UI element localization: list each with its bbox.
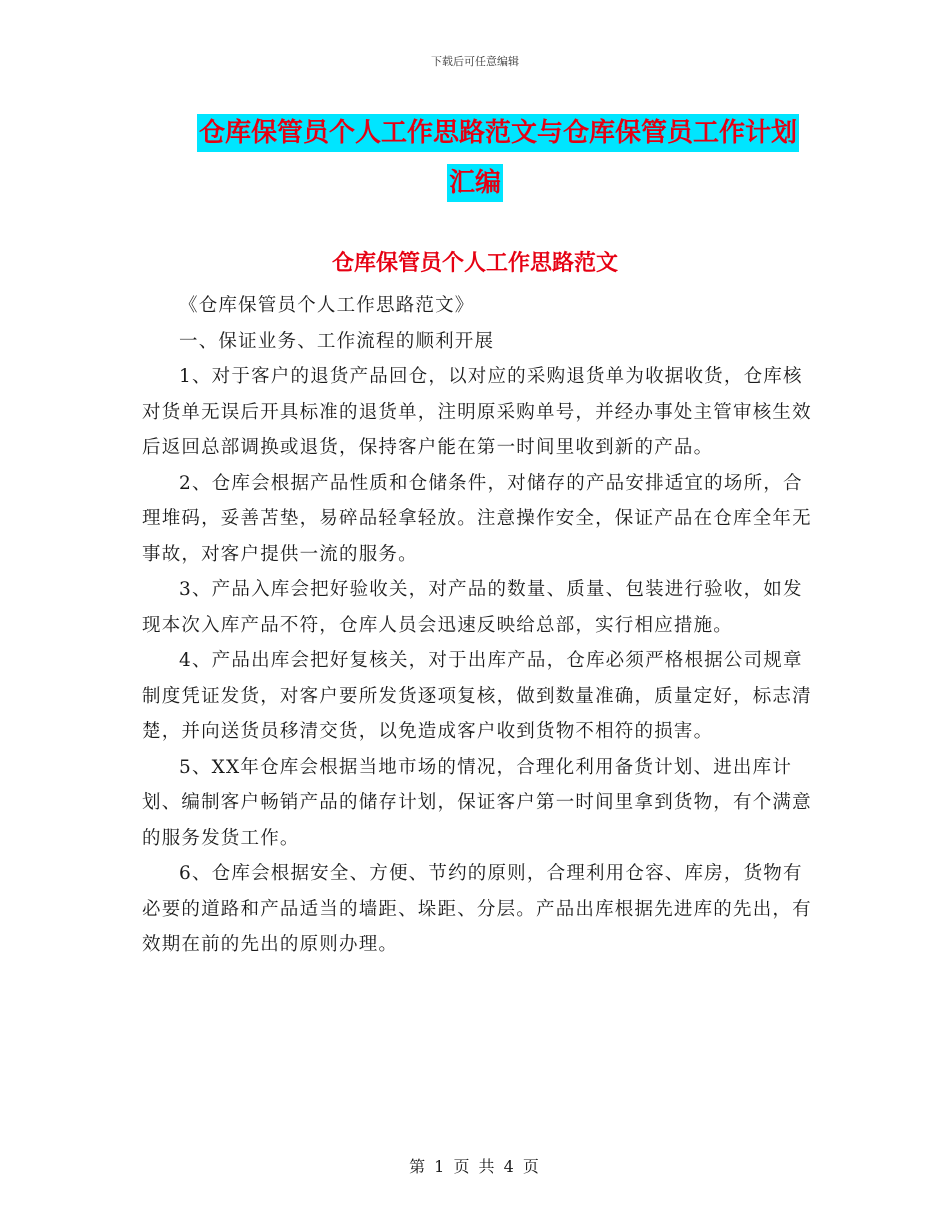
paragraph: 2、仓库会根据产品性质和仓储条件，对储存的产品安排适宜的场所，合理堆码，妥善苫垫，易碎品轻拿轻放。注意操作安全，保证产品在仓库全年无事故，对客户提供一流的服务。 [142, 472, 812, 565]
paragraph: 4、产品出库会把好复核关，对于出库产品，仓库必须严格根据公司规章制度凭证发货，对客户要所发货逐项复核，做到数量准确，质量定好，标志清楚，并向送货员移清交货，以免造成客户收到货物不相符的损害。 [142, 650, 812, 742]
page-footer: 第 1 页 共 4 页 [409, 1157, 541, 1176]
paragraph: 1、对于客户的退货产品回仓，以对应的采购退货单为收据收货，仓库核对货单无误后开具标准的退货单，注明原采购单号，并经办事处主管审核生效后返回总部调换或退货，保持客户能在第一时间里收到新的产品。 [142, 366, 812, 458]
document-title [0, 108, 950, 208]
paragraph: 6、仓库会根据安全、方便、节约的原则，合理利用仓容、库房，货物有必要的道路和产品适当的墙距、垛距、分层。产品出库根据先进库的先出，有效期在前的先出的原则办理。 [142, 863, 812, 955]
document-title-line1: 仓库保管员个人工作思路范文与仓库保管员工作计划 [197, 114, 799, 152]
paragraph: 3、产品入库会把好验收关，对产品的数量、质量、包装进行验收，如发现本次入库产品不符，仓库人员会迅速反映给总部，实行相应措施。 [142, 579, 803, 636]
document-body [142, 288, 812, 963]
paragraph: 《仓库保管员个人工作思路范文》 [179, 295, 475, 316]
document-title-line2: 汇编 [447, 164, 503, 202]
header-note: 下载后可任意编辑 [431, 55, 519, 68]
paragraph: 5、XX年仓库会根据当地市场的情况，合理化利用备货计划、进出库计划、编制客户畅销产品的储存计划，保证客户第一时间里拿到货物，有个满意的服务发货工作。 [142, 756, 812, 849]
section-title: 仓库保管员个人工作思路范文 [331, 251, 618, 276]
paragraph: 一、保证业务、工作流程的顺利开展 [179, 330, 495, 352]
